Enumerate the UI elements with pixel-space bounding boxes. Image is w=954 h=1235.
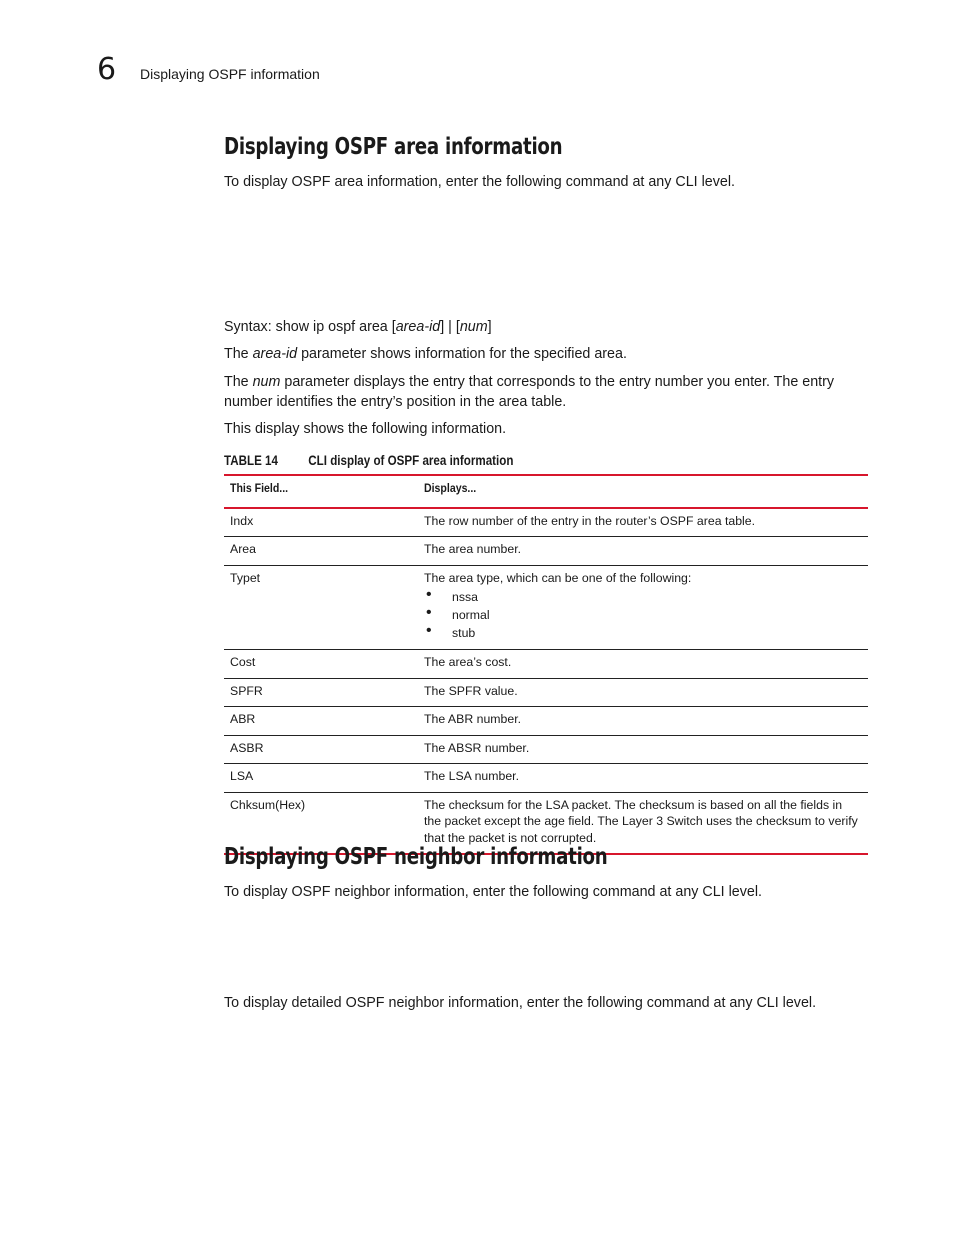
field-description: The LSA number.	[424, 769, 520, 783]
table-row	[224, 565, 868, 650]
syntax-bracket-close: ]	[487, 319, 492, 335]
list-item: • normal	[424, 606, 862, 624]
table-row	[224, 707, 868, 736]
table-row	[224, 678, 868, 707]
table-row	[224, 735, 868, 764]
section-heading-neighbor: Displaying OSPF neighbor information	[224, 844, 608, 870]
field-description: The checksum for the LSA packet. The checksum is based on all the fields in the packet except the age field. The Layer 3 Switch uses the checksum to verify that the packet is not corrupted.	[424, 797, 858, 845]
header-this-field: This Field...	[230, 481, 289, 495]
field-description: The ABSR number.	[424, 740, 530, 755]
table-row	[224, 764, 868, 793]
neighbor-intro-text: To display OSPF neighbor information, enter the following command at any CLI level.	[224, 884, 762, 900]
field-name: SPFR	[230, 683, 263, 698]
field-name: Cost	[230, 655, 256, 669]
field-name: ASBR	[230, 740, 264, 755]
field-description: The area number.	[424, 542, 522, 556]
list-item: • stub	[424, 624, 862, 642]
area-intro-text: To display OSPF area information, enter the following command at any CLI level.	[224, 174, 735, 190]
section-heading-area: Displaying OSPF area information	[224, 134, 563, 160]
syntax-param-area-id: area-id	[395, 319, 441, 335]
list-item: • nssa	[424, 588, 862, 606]
field-description: The SPFR value.	[424, 683, 518, 698]
table-row	[224, 537, 868, 566]
area-id-description: The area-id parameter shows information for the specified area.	[224, 346, 627, 362]
field-name: Chksum(Hex)	[230, 797, 306, 812]
area-type-list	[424, 588, 862, 642]
syntax-separator: ] | [	[440, 319, 460, 335]
table-row	[224, 508, 868, 537]
table-label: TABLE 14	[224, 453, 278, 468]
table-header-row	[224, 475, 868, 508]
syntax-command: show ip ospf area	[275, 319, 388, 335]
display-info-text: This display shows the following information.	[224, 421, 507, 437]
field-name: ABR	[230, 712, 256, 726]
table-caption	[224, 452, 514, 470]
field-description: The row number of the entry in the router’s OSPF area table.	[424, 513, 756, 528]
term-num: num	[252, 374, 281, 390]
table-title: CLI display of OSPF area information	[308, 453, 514, 468]
syntax-param-num: num	[459, 319, 488, 335]
neighbor-detail-text: To display detailed OSPF neighbor information, enter the following command at any CLI level.	[224, 995, 817, 1011]
field-name: Area	[230, 542, 256, 556]
num-description: The num parameter displays the entry that corresponds to the entry number you enter. The entry number identifies the entry’s position in the area table.	[224, 374, 835, 410]
syntax-line	[224, 318, 492, 337]
type-intro: The area type, which can be one of the following:	[424, 570, 692, 585]
field-description: The area’s cost.	[424, 655, 512, 669]
field-name: LSA	[230, 769, 254, 783]
table-row	[224, 650, 868, 679]
field-description: The ABR number.	[424, 712, 522, 726]
chapter-number: 6	[97, 52, 117, 87]
running-header-title: Displaying OSPF information	[140, 66, 320, 82]
ospf-area-fields-table	[224, 474, 868, 855]
syntax-label: Syntax:	[224, 319, 272, 335]
header-displays: Displays...	[424, 481, 477, 495]
field-name: Typet	[230, 570, 261, 585]
field-name: Indx	[230, 513, 254, 528]
syntax-bracket-open: [	[391, 319, 396, 335]
field-description	[418, 565, 868, 650]
term-area-id: area-id	[252, 346, 298, 362]
